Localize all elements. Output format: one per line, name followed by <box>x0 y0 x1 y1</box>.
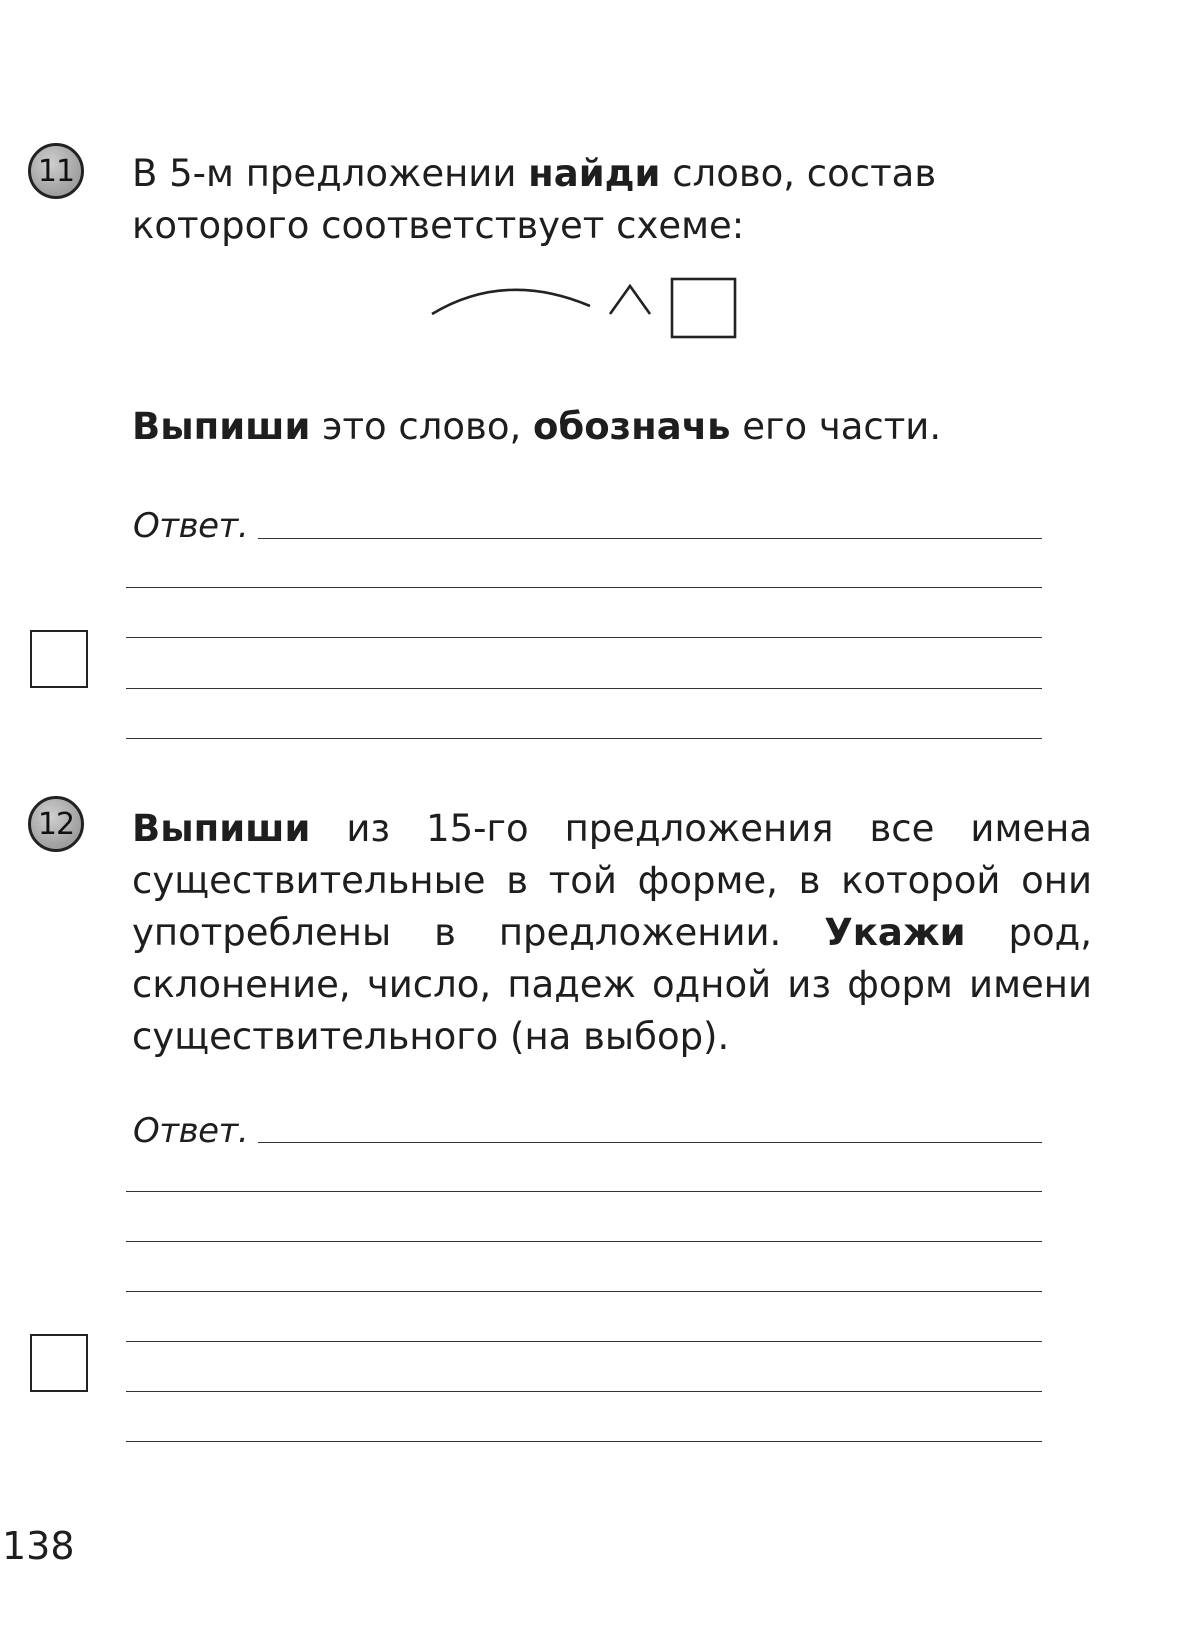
answer-label: Ответ. <box>133 1111 249 1151</box>
task-number-badge <box>28 143 84 199</box>
task-11-instruction-mid: это слово, <box>310 405 533 448</box>
task-12-text <box>132 803 1092 1063</box>
task-number-badge <box>28 796 84 852</box>
suffix-caret-icon <box>610 286 650 314</box>
answer-line[interactable] <box>126 1441 1042 1442</box>
answer-line[interactable] <box>126 1241 1042 1242</box>
task-11-intro-rest: слово, состав которого соответствует схеме: <box>132 152 937 247</box>
task-11-intro <box>132 148 1092 252</box>
task-12-verb1: Выпиши <box>132 807 311 850</box>
task-11-intro-verb: найди <box>528 152 661 195</box>
answer-line[interactable] <box>126 1191 1042 1192</box>
ending-box-icon <box>672 279 735 337</box>
task-number: 12 <box>37 806 75 842</box>
score-box[interactable] <box>30 630 88 688</box>
page-number: 138 <box>2 1524 75 1568</box>
task-12-text-part1: из 15-го предложения все имена существительные в той форме, в которой они употреблены в предложении. <box>132 807 1092 954</box>
task-11-instruction-verb1: Выпиши <box>132 405 311 448</box>
answer-line[interactable] <box>126 587 1042 588</box>
answer-label: Ответ. <box>133 506 249 546</box>
answer-line[interactable] <box>126 688 1042 689</box>
word-scheme <box>420 270 750 350</box>
answer-line[interactable] <box>126 1341 1042 1342</box>
answer-line[interactable] <box>126 1391 1042 1392</box>
task-number: 11 <box>37 153 75 189</box>
answer-line[interactable] <box>126 637 1042 638</box>
answer-line[interactable] <box>126 1291 1042 1292</box>
task-11-instruction <box>132 401 1092 453</box>
answer-line[interactable] <box>126 738 1042 739</box>
answer-line[interactable] <box>258 538 1042 539</box>
score-box[interactable] <box>30 1334 88 1392</box>
task-11-instruction-end: его части. <box>730 405 942 448</box>
task-12-verb2: Укажи <box>824 911 966 954</box>
task-12-text-part2: род, склонение, число, падеж одной из форм имени существительного (на выбор). <box>132 911 1092 1058</box>
task-11-intro-text: В 5-м предложении <box>132 152 529 195</box>
task-11-instruction-verb2: обозначь <box>533 405 731 448</box>
root-arc-icon <box>432 290 590 314</box>
answer-line[interactable] <box>258 1142 1042 1143</box>
